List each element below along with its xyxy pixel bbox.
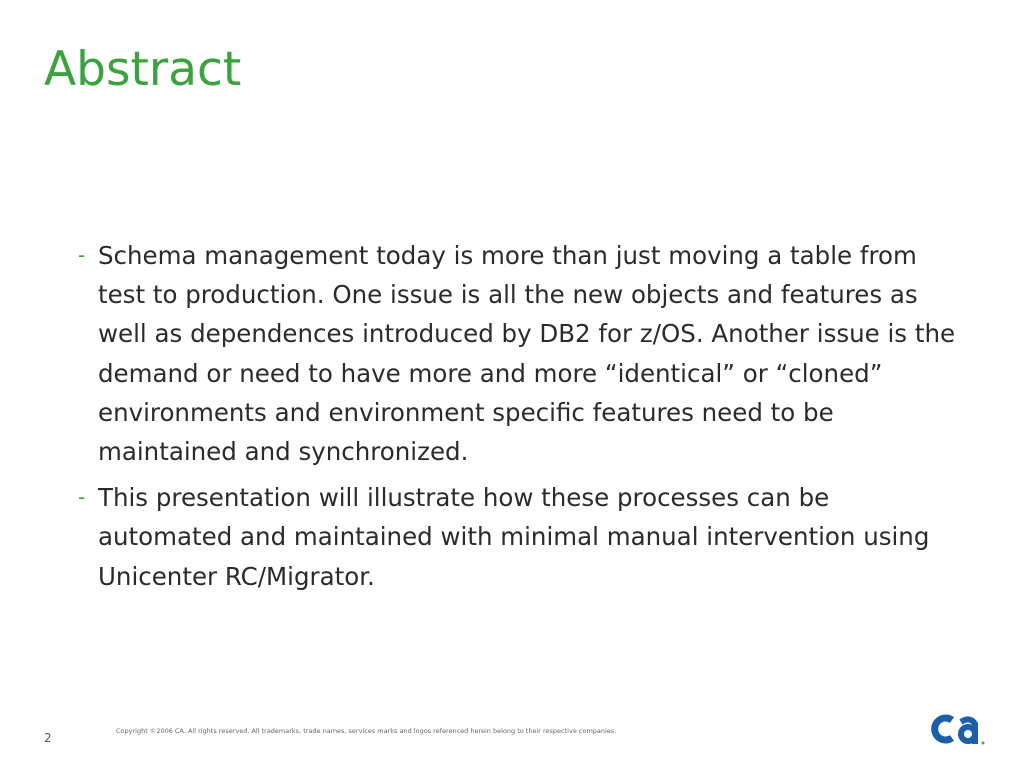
bullet-item [78,478,968,596]
bullet-list [78,236,968,603]
ca-logo-c-letter [935,718,952,740]
ca-logo-dot [982,742,985,745]
copyright-notice: Copyright ©2006 CA. All rights reserved. All trademarks, trade names, services marks and logos referenced herein belong to their respective companies. [116,727,617,735]
bullet-text: This presentation will illustrate how these processes can be automated and maintained with minimal manual intervention using Unicenter RC/Migrator. [98,483,930,591]
bullet-marker: - [78,485,86,510]
ca-logo [930,708,988,748]
slide-title: Abstract [44,42,242,97]
bullet-item [78,236,968,471]
page-number: 2 [44,731,52,745]
bullet-text: Schema management today is more than just moving a table from test to production. One issue is all the new objects and features as well as dependences introduced by DB2 for z/OS. Another issue is the demand or need to have more and more “identical” or “cloned” environments and environment specific features need to be maintained and synchronized. [98,241,956,467]
bullet-marker: - [78,243,86,267]
